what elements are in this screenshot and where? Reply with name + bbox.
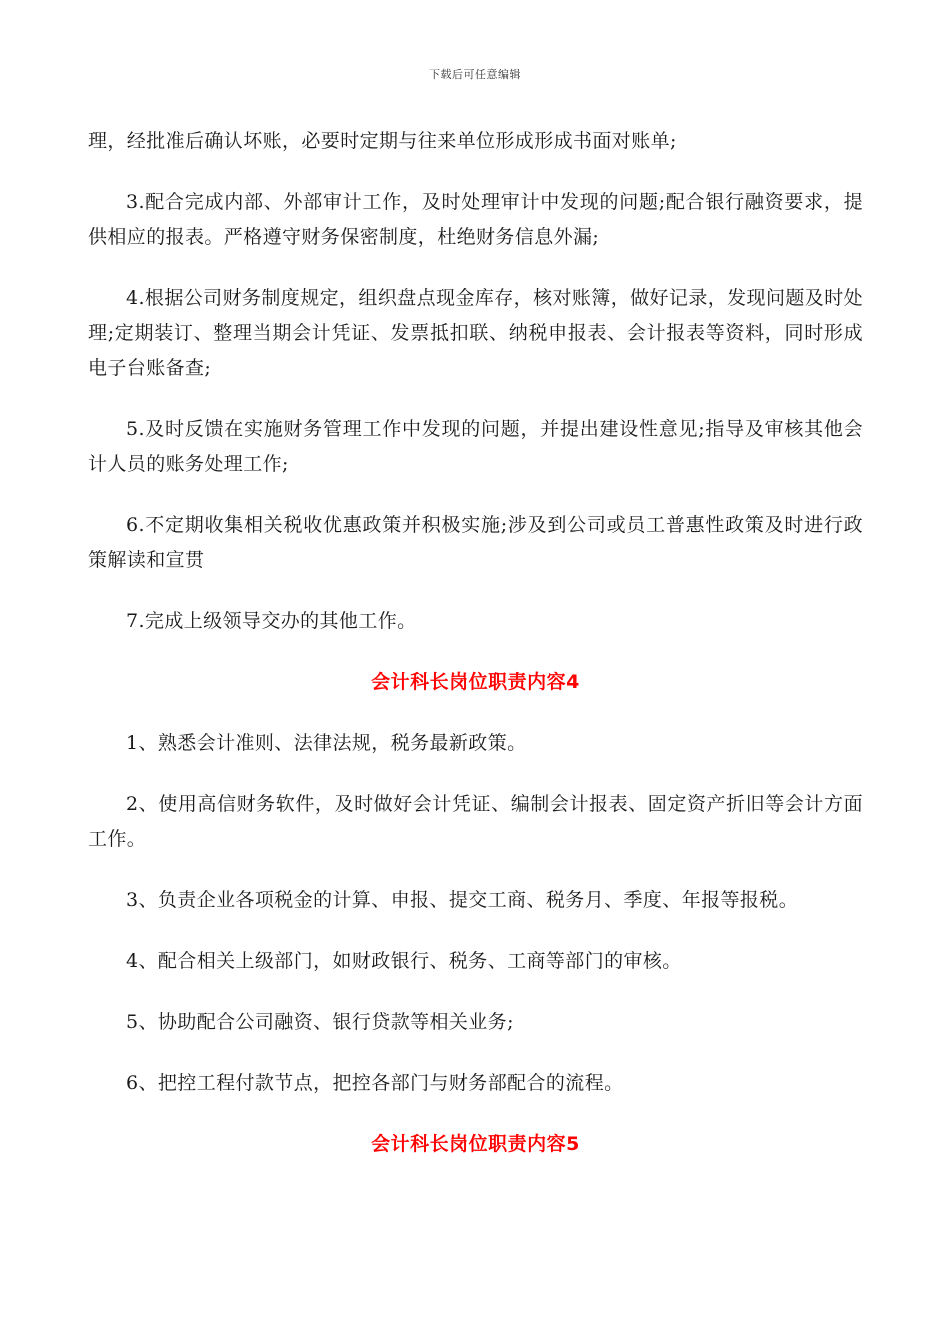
paragraph-item-3: 3.配合完成内部、外部审计工作，及时处理审计中发现的问题;配合银行融资要求，提供相应的报表。严格遵守财务保密制度，杜绝财务信息外漏; bbox=[88, 191, 863, 248]
paragraph-continuation: 理，经批准后确认坏账，必要时定期与往来单位形成形成书面对账单; bbox=[88, 130, 677, 152]
paragraph-item-6: 6.不定期收集相关税收优惠政策并积极实施;涉及到公司或员工普惠性政策及时进行政策解读和宣贯 bbox=[88, 514, 863, 571]
section4-item-1: 1、熟悉会计准则、法律法规，税务最新政策。 bbox=[126, 732, 527, 754]
paragraph-item-5: 5.及时反馈在实施财务管理工作中发现的问题，并提出建设性意见;指导及审核其他会计人员的账务处理工作; bbox=[88, 418, 863, 475]
section4-item-4: 4、配合相关上级部门，如财政银行、税务、工商等部门的审核。 bbox=[126, 950, 682, 972]
section4-item-6: 6、把控工程付款节点，把控各部门与财务部配合的流程。 bbox=[126, 1072, 624, 1094]
section-heading-5: 会计科长岗位职责内容5 bbox=[371, 1133, 580, 1155]
section4-item-2: 2、使用高信财务软件，及时做好会计凭证、编制会计报表、固定资产折旧等会计方面工作。 bbox=[88, 793, 863, 850]
section4-item-5: 5、协助配合公司融资、银行贷款等相关业务; bbox=[126, 1011, 514, 1033]
paragraph-item-7: 7.完成上级领导交办的其他工作。 bbox=[126, 610, 417, 632]
paragraph-item-4: 4.根据公司财务制度规定，组织盘点现金库存，核对账簿，做好记录，发现问题及时处理;定期装订、整理当期会计凭证、发票抵扣联、纳税申报表、会计报表等资料，同时形成电子台账备查; bbox=[88, 287, 863, 379]
document-body bbox=[88, 124, 863, 1188]
section-heading-4: 会计科长岗位职责内容4 bbox=[371, 671, 580, 693]
section4-item-3: 3、负责企业各项税金的计算、申报、提交工商、税务月、季度、年报等报税。 bbox=[126, 889, 799, 911]
header-note: 下载后可任意编辑 bbox=[429, 68, 521, 81]
